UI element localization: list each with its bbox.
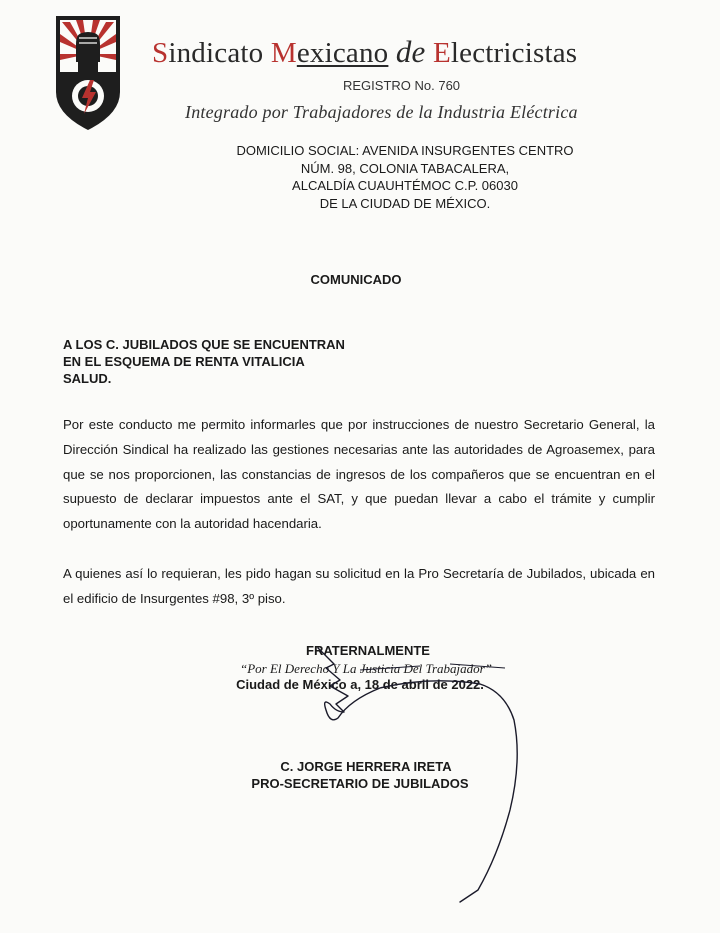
addressee-line: EN EL ESQUEMA DE RENTA VITALICIA [63, 354, 305, 369]
org-name-part: lectricistas [450, 37, 578, 69]
document-title: COMUNICADO [310, 272, 402, 287]
union-emblem-logo [52, 14, 124, 132]
address-block [190, 142, 620, 212]
closing-salutation: FRATERNALMENTE [306, 643, 430, 658]
addressee-line: SALUD. [63, 371, 112, 386]
addressee-line: A LOS C. JUBILADOS QUE SE ENCUENTRAN [63, 337, 345, 352]
signer-name: C. JORGE HERRERA IRETA [280, 759, 452, 774]
org-name-initial-m: M [270, 37, 297, 69]
org-name-initial-s: S [152, 37, 169, 69]
org-name-part: indicato [168, 37, 271, 69]
signer-title: PRO-SECRETARIO DE JUBILADOS [251, 776, 469, 791]
address-line: DE LA CIUDAD DE MÉXICO. [319, 195, 491, 211]
org-name-de: de [395, 34, 426, 69]
address-line: DOMICILIO SOCIAL: AVENIDA INSURGENTES CENTRO [236, 143, 574, 158]
organization-name [152, 34, 577, 70]
address-line: NÚM. 98, COLONIA TABACALERA, [300, 160, 510, 176]
body-paragraph-1: Por este conducto me permito informarles que por instrucciones de nuestro Secretario General, la Dirección Sindical ha realizado las gestiones necesarias ante las autoridades de Agroasemex, para que se nos proporcionen, las constancias de ingresos de los compañeros que se encuentran en el supuesto de declarar impuestos ante el SAT, y que puedan llevar a cabo el trámite y cumplir oportunamente con la autoridad hacendaria. [63, 417, 655, 532]
place-and-date: Ciudad de México a, 18 de abril de 2022. [236, 677, 484, 692]
body-paragraph-2: A quienes así lo requieran, les pido hagan su solicitud en la Pro Secretaría de Jubilados, ubicada en el edificio de Insurgentes #98, 3º piso. [63, 566, 655, 606]
org-name-initial-e: E [432, 37, 451, 69]
registration-number: REGISTRO No. 760 [343, 78, 461, 93]
org-name-part: exicano [296, 37, 389, 69]
address-line: ALCALDÍA CUAUHTÉMOC C.P. 06030 [292, 178, 518, 193]
union-motto: “Por El Derecho Y La Justicia Del Trabajador” [240, 661, 492, 676]
addressee-block [63, 336, 345, 387]
organization-tagline: Integrado por Trabajadores de la Industria Eléctrica [185, 102, 578, 122]
